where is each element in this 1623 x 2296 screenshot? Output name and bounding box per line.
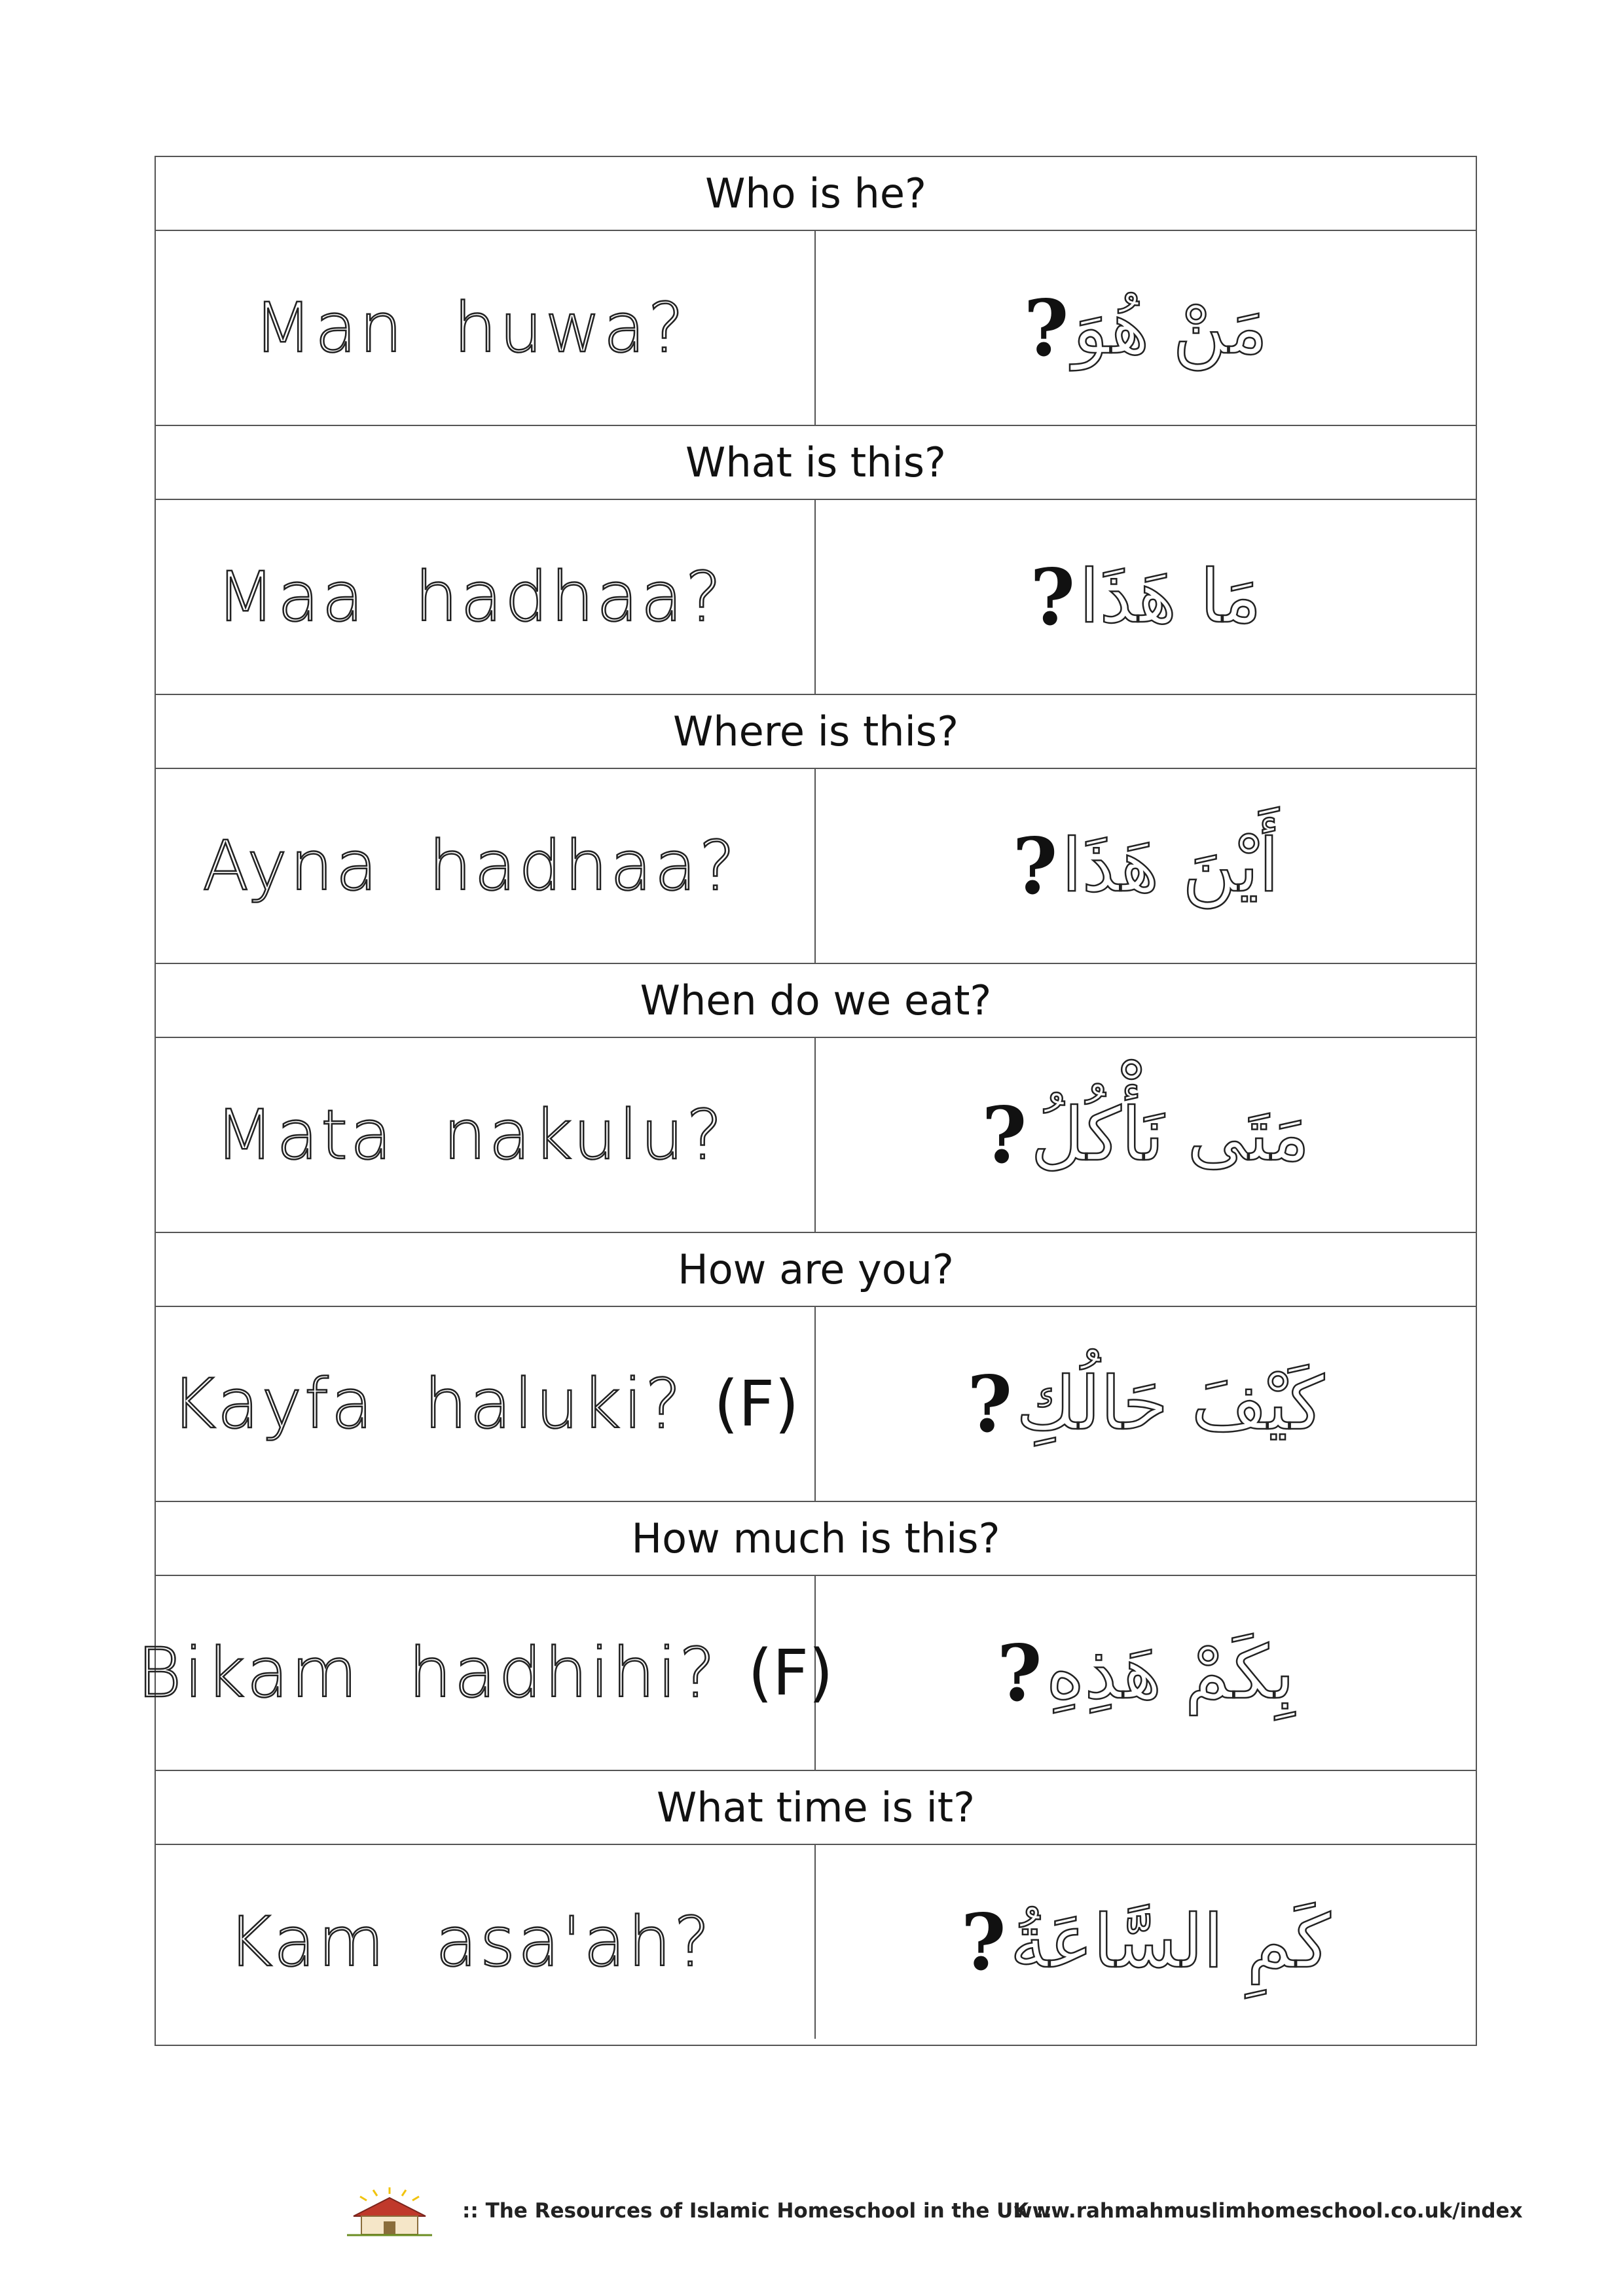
question-mark: ?: [1030, 551, 1076, 643]
arabic-tracing: مَنْ هُوَ: [1072, 285, 1268, 370]
gender-marker: (F): [748, 1636, 833, 1710]
question-mark: ?: [960, 1896, 1006, 1988]
arabic-tracing: مَتَى نَأْكُلُ: [1030, 1092, 1310, 1177]
phrase-card: [156, 157, 1476, 426]
english-phrase: What time is it?: [156, 1771, 1476, 1845]
transliteration-tracing: Kayfa haluki?: [171, 1364, 684, 1444]
english-phrase: What is this?: [156, 426, 1476, 500]
transliteration-tracing: Man huwa?: [253, 288, 687, 368]
phrase-card: [156, 1771, 1476, 2040]
transliteration-tracing: Bikam hadhihi?: [137, 1633, 718, 1713]
english-phrase: How are you?: [156, 1233, 1476, 1307]
arabic-tracing: أَيْنَ هَذَا: [1061, 823, 1279, 908]
english-phrase: Who is he?: [156, 157, 1476, 231]
gender-marker: (F): [714, 1367, 799, 1441]
phrase-card: [156, 964, 1476, 1233]
worksheet-table: [137, 156, 1477, 2046]
question-mark: ?: [981, 1089, 1027, 1181]
question-mark: ?: [996, 1627, 1042, 1719]
transliteration-tracing: Mata nakulu?: [215, 1095, 725, 1175]
arabic-tracing: بِكَمْ هَذِهِ: [1046, 1630, 1295, 1715]
footer-tagline: :: The Resources of Islamic Homeschool in the UK ::: [462, 2199, 1052, 2223]
phrase-card: [156, 1233, 1476, 1502]
english-phrase: Where is this?: [156, 695, 1476, 769]
english-phrase: How much is this?: [156, 1502, 1476, 1576]
transliteration-tracing: Ayna hadhaa?: [202, 826, 738, 906]
arabic-tracing: كَيْفَ حَالُكِ: [1016, 1361, 1324, 1446]
question-mark: ?: [967, 1358, 1013, 1450]
question-mark: ?: [1012, 820, 1058, 912]
arabic-tracing: مَا هَذَا: [1079, 554, 1262, 639]
transliteration-tracing: Maa hadhaa?: [216, 557, 724, 637]
phrase-card: [156, 695, 1476, 964]
house-logo-icon: [340, 2185, 439, 2237]
transliteration-tracing: Kam asa'ah?: [227, 1902, 713, 1982]
question-mark: ?: [1023, 282, 1069, 374]
phrase-card: [137, 1502, 1476, 1771]
arabic-tracing: كَمِ السَّاعَةُ: [1010, 1899, 1331, 1984]
page-footer: [0, 2185, 1623, 2244]
footer-url-link[interactable]: www.rahmahmuslimhomeschool.co.uk/index: [1013, 2199, 1523, 2223]
phrase-card: [156, 426, 1476, 695]
english-phrase: When do we eat?: [156, 964, 1476, 1038]
